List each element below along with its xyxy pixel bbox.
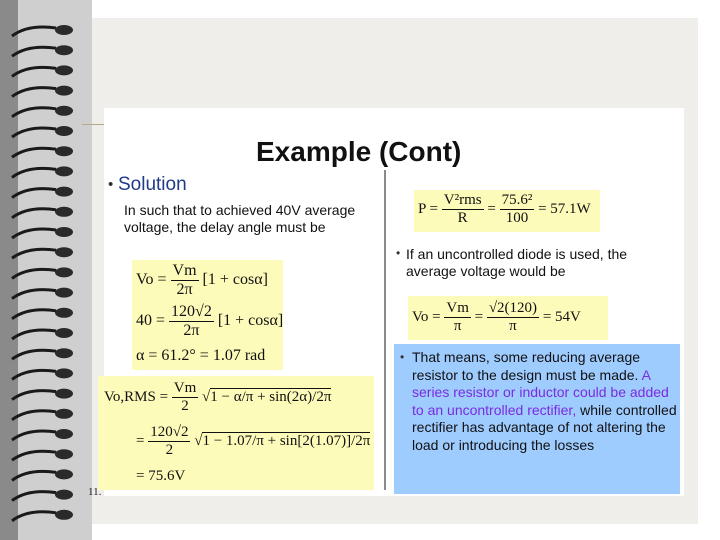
forty-lhs: 40 = — [136, 312, 166, 330]
binding-ring — [12, 391, 56, 400]
vo-fraction — [171, 262, 199, 299]
binding-hole — [55, 146, 73, 156]
binding-hole — [55, 247, 73, 257]
binding-hole — [55, 409, 73, 419]
binding-ring — [12, 249, 56, 258]
binding-ring — [12, 108, 56, 117]
binding-hole — [55, 187, 73, 197]
solution-label: Solution — [118, 174, 187, 195]
bullet-icon: • — [396, 246, 401, 260]
conclusion-text — [412, 349, 680, 454]
forty-rhs: [1 + cosα] — [217, 312, 284, 330]
vrms-den: 2 — [181, 398, 189, 414]
uncontrolled-text: If an uncontrolled diode is used, the average voltage would be — [406, 246, 628, 279]
power-eq: = — [487, 200, 496, 217]
binding-hole — [55, 368, 73, 378]
binding-hole — [55, 288, 73, 298]
binding-ring — [12, 290, 56, 299]
delay-angle-text: In such that to achieved 40V average voltage, the delay angle must be — [124, 202, 356, 235]
vo-num: Vm — [172, 262, 197, 279]
binding-hole — [55, 490, 73, 500]
binding-hole — [55, 25, 73, 35]
binding-ring — [12, 168, 56, 177]
vo-unc-num1: Vm — [446, 300, 469, 316]
vrms-num: Vm — [173, 380, 197, 396]
binding-ring — [12, 47, 56, 56]
vrms2-fraction — [148, 424, 190, 459]
forty-den: 2π — [183, 322, 200, 339]
binding-hole — [55, 45, 73, 55]
slide-title: Example (Cont) — [256, 136, 462, 167]
column-divider — [384, 170, 386, 490]
vo-formula — [136, 262, 268, 299]
binding-hole — [55, 65, 73, 75]
bullet-icon: • — [400, 350, 405, 364]
page-rule — [82, 124, 104, 125]
binding-ring — [12, 411, 56, 420]
binding-ring — [12, 148, 56, 157]
binding-ring — [12, 451, 56, 460]
power-frac2 — [500, 192, 535, 227]
binding-ring — [12, 310, 56, 319]
vo-unc-lhs: Vo = — [412, 308, 441, 325]
binding-ring — [12, 269, 56, 278]
binding-hole — [55, 126, 73, 136]
binding-hole — [55, 510, 73, 520]
binding-hole — [55, 166, 73, 176]
binding-ring — [12, 512, 56, 521]
vrms2-num: 120√2 — [150, 424, 189, 440]
bullet-icon: • — [108, 176, 114, 193]
power-result: = 57.1W — [538, 200, 591, 217]
vrms-line-2: = $\frac{120√2}{2}$ √1 − 1.07/π + sin[2(1.07)]/2π — [136, 424, 371, 458]
binding-ring — [12, 492, 56, 501]
binding-ring — [12, 67, 56, 76]
binding-hole — [55, 267, 73, 277]
binding-ring — [12, 370, 56, 379]
binding-ring — [12, 330, 56, 339]
vo-lhs: Vo = — [136, 271, 167, 289]
binding-hole — [55, 389, 73, 399]
page-number: 11. — [88, 486, 102, 498]
binding-hole — [55, 469, 73, 479]
binding-hole — [55, 429, 73, 439]
binding-hole — [55, 449, 73, 459]
vrms-lhs: Vo,RMS = — [104, 388, 169, 405]
vo-unc-frac1 — [444, 300, 471, 335]
conclusion-accent: A series resistor or inductor could be added to an uncontrolled rectifier, — [412, 366, 669, 418]
binding-hole — [55, 227, 73, 237]
vrms2-den: 2 — [165, 442, 174, 458]
power-frac1-num: V²rms — [443, 192, 482, 208]
power-frac2-num: 75.6² — [501, 192, 533, 208]
vrms-result: = 75.6V — [136, 468, 186, 484]
vo-unc-den2: π — [509, 318, 517, 334]
binding-hole — [55, 328, 73, 338]
forty-formula — [136, 303, 283, 340]
vrms2-lhs: = — [136, 432, 145, 449]
vo-unc-num2: √2(120) — [488, 300, 538, 316]
vo-unc-frac2 — [487, 300, 539, 335]
vrms-line-1: Vo,RMS = $\frac{Vm}{2}$ √1 − α/π + sin(2α)/2π — [104, 380, 332, 414]
vrms2-root: 1 − 1.07/π + sin[2(1.07)]/2π — [202, 432, 371, 449]
vrms-fraction — [172, 380, 199, 415]
conclusion-part-2: while controlled rectifier has advantage of not altering the load or introducing the losses — [412, 401, 677, 453]
vo-unc-den1: π — [453, 318, 462, 334]
binding-ring — [12, 27, 56, 36]
vo-den: 2π — [176, 281, 193, 298]
power-frac2-den: 100 — [505, 210, 529, 226]
binding-ring — [12, 431, 56, 440]
power-frac1-den: R — [457, 210, 468, 226]
binding-hole — [55, 86, 73, 96]
vo-rhs: [1 + cosα] — [202, 271, 268, 289]
binding-ring — [12, 209, 56, 218]
vo-uncontrolled-formula: Vo = $\frac{Vm}{\pi}$ = $\frac{√2(120)}{\pi}$ = 54V — [412, 300, 581, 334]
binding-hole — [55, 308, 73, 318]
forty-fraction — [169, 303, 214, 340]
vo-unc-result: = 54V — [542, 308, 581, 325]
binding-ring — [12, 189, 56, 198]
binding-ring — [12, 229, 56, 238]
binding-ring — [12, 350, 56, 359]
spiral-binding — [8, 18, 78, 523]
conclusion-part-1: That means, some reducing average resistor to the design must be made. — [412, 349, 642, 383]
binding-hole — [55, 348, 73, 358]
power-lhs: P = — [418, 200, 438, 217]
binding-hole — [55, 207, 73, 217]
binding-ring — [12, 88, 56, 97]
vrms-root: 1 − α/π + sin(2α)/2π — [210, 388, 332, 405]
power-frac1 — [442, 192, 484, 227]
forty-num: 120√2 — [171, 303, 212, 320]
power-formula — [418, 192, 591, 227]
alpha-result: α = 61.2° = 1.07 rad — [136, 347, 266, 364]
binding-hole — [55, 106, 73, 116]
binding-ring — [12, 128, 56, 137]
binding-ring — [12, 471, 56, 480]
